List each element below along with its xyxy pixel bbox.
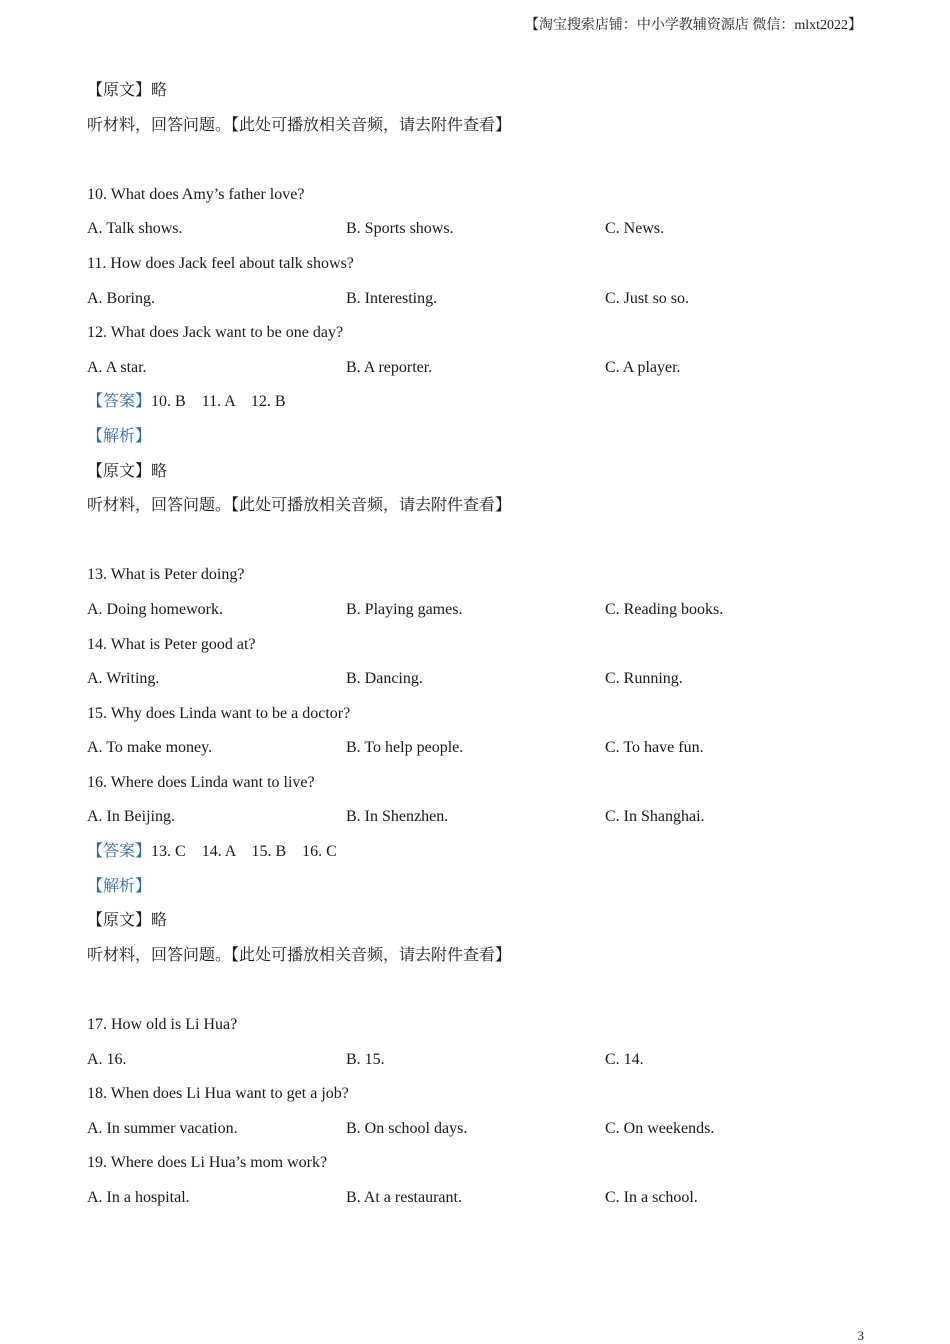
analysis-label: 【解析】 <box>87 427 152 445</box>
question-stem: 11. How does Jack feel about talk shows? <box>87 254 354 272</box>
option-row <box>87 1181 877 1216</box>
option-b: B. To help people. <box>346 739 464 757</box>
option-b: B. Interesting. <box>346 289 438 307</box>
question-stem: 14. What is Peter good at? <box>87 635 256 653</box>
analysis-line <box>87 870 877 905</box>
option-row <box>87 1112 877 1147</box>
text-line: 【原文】略 <box>87 82 168 99</box>
option-a: A. A star. <box>87 358 147 376</box>
answer-values: 13. C 14. A 15. B 16. C <box>151 843 337 861</box>
question-stem: 12. What does Jack want to be one day? <box>87 324 344 342</box>
blank-line <box>87 143 877 178</box>
answer-line <box>87 385 877 420</box>
option-b: B. Playing games. <box>346 600 463 618</box>
question-stem: 19. Where does Li Hua’s mom work? <box>87 1154 328 1172</box>
text-line: 听材料，回答问题。【此处可播放相关音频，请去附件查看】 <box>87 116 512 134</box>
text-line: 【原文】略 <box>87 912 168 930</box>
answer-line <box>87 835 877 870</box>
page-number: 3 <box>857 1328 864 1343</box>
question-stem: 18. When does Li Hua want to get a job? <box>87 1085 349 1103</box>
answer-values: 10. B 11. A 12. B <box>151 393 286 411</box>
option-b: B. Sports shows. <box>346 220 454 238</box>
option-b: B. Dancing. <box>346 670 423 688</box>
option-b: B. 15. <box>346 1050 385 1068</box>
option-c: C. In a school. <box>605 1189 698 1206</box>
text-line: 【原文】略 <box>87 462 168 480</box>
option-c: C. 14. <box>605 1050 644 1068</box>
option-row <box>87 351 877 386</box>
option-a: A. Boring. <box>87 289 155 307</box>
option-c: C. To have fun. <box>605 739 704 757</box>
option-c: C. On weekends. <box>605 1119 715 1137</box>
option-a: A. In summer vacation. <box>87 1119 238 1137</box>
option-a: A. Writing. <box>87 670 160 688</box>
option-a: A. Talk shows. <box>87 220 183 238</box>
text-line: 听材料，回答问题。【此处可播放相关音频，请去附件查看】 <box>87 946 512 964</box>
option-row <box>87 212 877 247</box>
blank-line <box>87 524 877 559</box>
option-b: B. At a restaurant. <box>346 1189 462 1206</box>
analysis-line <box>87 420 877 455</box>
text-line: 听材料，回答问题。【此处可播放相关音频，请去附件查看】 <box>87 497 512 515</box>
question-stem: 15. Why does Linda want to be a doctor? <box>87 704 351 722</box>
option-c: C. Running. <box>605 670 683 688</box>
option-c: C. News. <box>605 220 665 238</box>
option-row <box>87 731 877 766</box>
blank-line <box>87 973 877 1008</box>
option-c: C. A player. <box>605 358 681 376</box>
option-b: B. On school days. <box>346 1119 468 1137</box>
option-c: C. Reading books. <box>605 600 724 618</box>
question-stem: 16. Where does Linda want to live? <box>87 773 315 791</box>
option-c: C. Just so so. <box>605 289 690 307</box>
option-c: C. In Shanghai. <box>605 808 705 826</box>
question-stem: 17. How old is Li Hua? <box>87 1016 238 1034</box>
option-a: A. To make money. <box>87 739 213 757</box>
answer-label: 【答案】 <box>87 393 152 411</box>
option-a: A. In a hospital. <box>87 1189 190 1206</box>
page-header: 【淘宝搜索店铺：中小学教辅资源店 微信：mlxt2022】 <box>524 18 862 33</box>
option-a: A. 16. <box>87 1050 127 1068</box>
option-b: B. In Shenzhen. <box>346 808 449 826</box>
option-row <box>87 593 877 628</box>
option-row <box>87 662 877 697</box>
question-stem: 13. What is Peter doing? <box>87 566 245 584</box>
question-stem: 10. What does Amy’s father love? <box>87 185 305 203</box>
option-row <box>87 1043 877 1078</box>
option-a: A. In Beijing. <box>87 808 175 826</box>
analysis-label: 【解析】 <box>87 877 152 895</box>
document-body <box>87 74 877 1216</box>
answer-label: 【答案】 <box>87 843 152 861</box>
option-row <box>87 800 877 835</box>
option-a: A. Doing homework. <box>87 600 223 618</box>
option-row <box>87 282 877 317</box>
option-b: B. A reporter. <box>346 358 433 376</box>
